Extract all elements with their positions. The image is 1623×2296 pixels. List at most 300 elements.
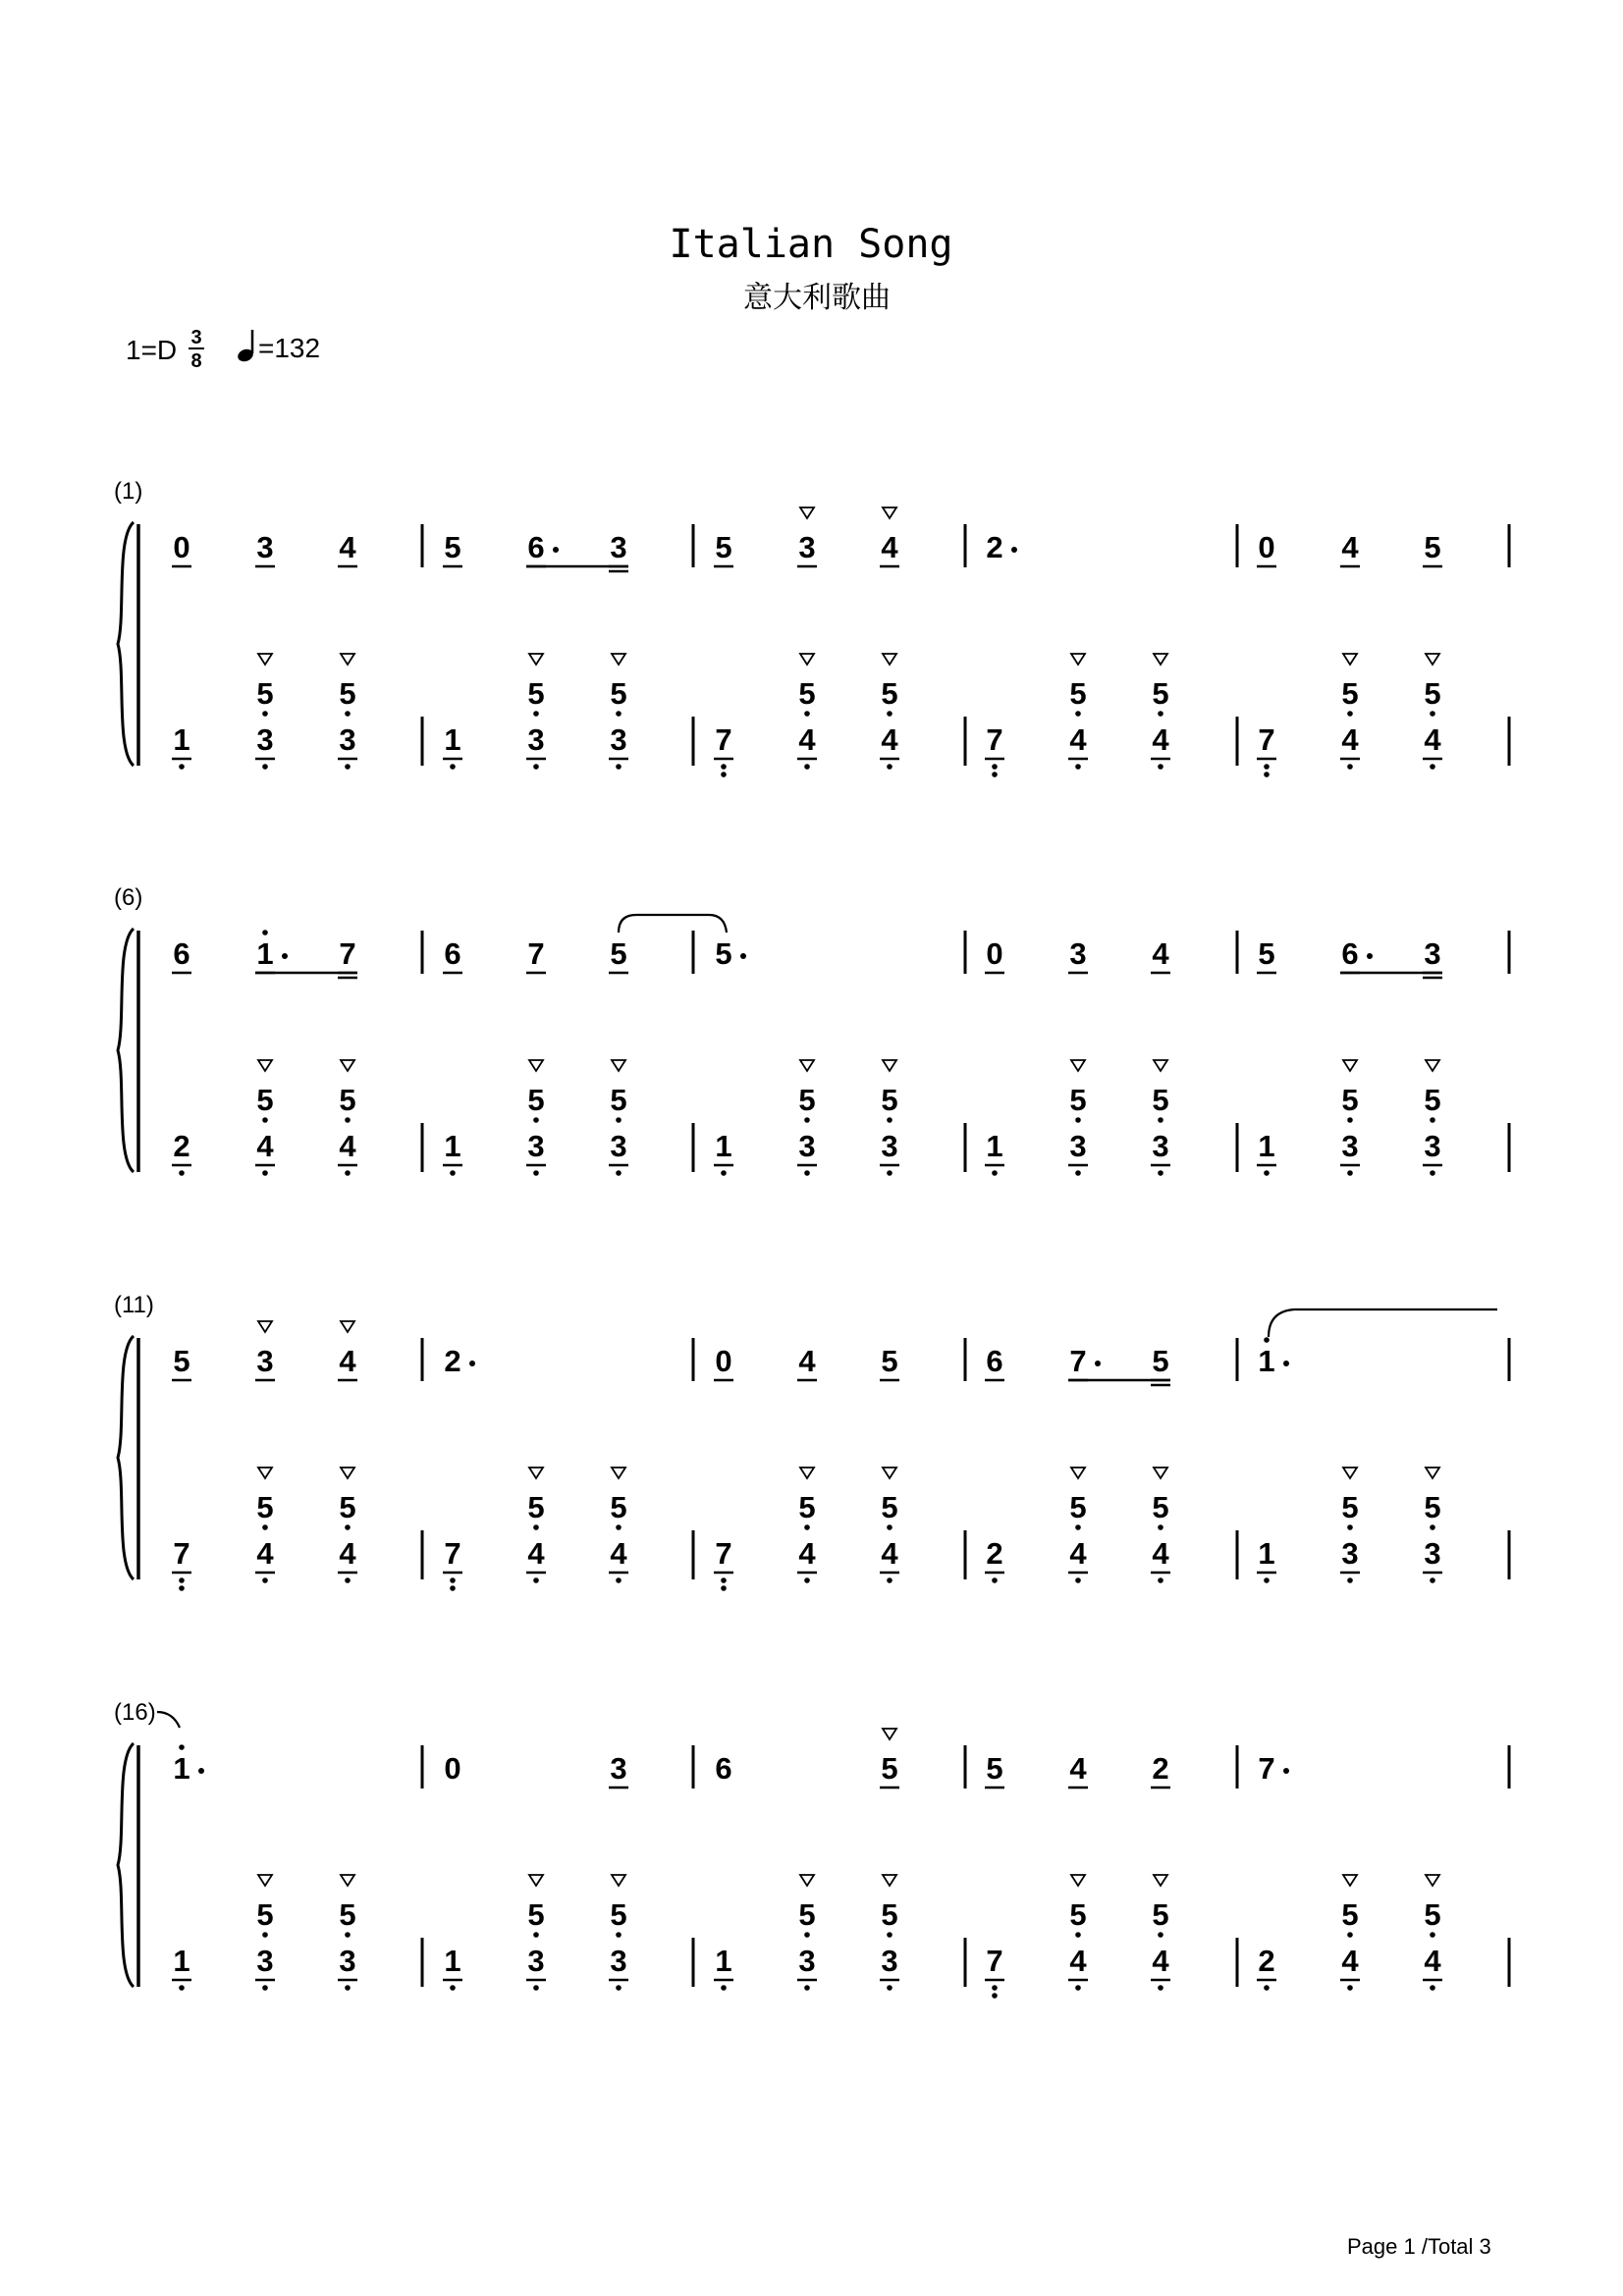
- note: [444, 1751, 460, 1786]
- note-digit: 5: [610, 936, 627, 971]
- note-digit: 4: [881, 530, 898, 564]
- chord-low-digit: 4: [1341, 1944, 1359, 1978]
- note-digit: 5: [173, 1344, 190, 1378]
- measure-number: (16): [114, 1699, 156, 1726]
- note-digit: 6: [986, 1344, 1003, 1378]
- note-digit: 0: [1258, 530, 1275, 564]
- chord-high-digit: 5: [527, 1490, 545, 1524]
- accent-mark: [1154, 1875, 1167, 1886]
- note: [1068, 1344, 1101, 1380]
- chord-low-digit: 3: [1424, 1536, 1441, 1571]
- note: [714, 1344, 733, 1380]
- note-digit: 6: [444, 936, 461, 971]
- chord-low-digit: 3: [610, 1129, 627, 1163]
- bass-note: [1068, 1875, 1088, 1991]
- bass-note: [1340, 654, 1360, 770]
- bass-note: [880, 1468, 899, 1583]
- measure-number: (1): [114, 478, 143, 505]
- bass-digit: 7: [715, 722, 732, 757]
- bass-note: [797, 1060, 817, 1176]
- chord-low-digit: 4: [881, 722, 898, 757]
- key-and-time: [126, 327, 204, 372]
- chord-low-digit: 4: [256, 1129, 274, 1163]
- systems: [114, 478, 1509, 1999]
- bass-digit: 1: [173, 1944, 190, 1978]
- bass-digit: 7: [173, 1536, 190, 1571]
- chord-high-digit: 5: [1341, 676, 1359, 711]
- accent-mark: [1426, 1060, 1439, 1071]
- chord-high-digit: 5: [798, 1897, 816, 1932]
- accent-mark: [883, 507, 896, 518]
- accent-mark: [529, 1060, 543, 1071]
- note-digit: 7: [339, 936, 356, 971]
- chord-high-digit: 5: [256, 1897, 274, 1932]
- note: [1257, 936, 1276, 973]
- chord-low-digit: 3: [256, 1944, 274, 1978]
- bass-note: [255, 1060, 275, 1176]
- bass-note: [985, 1129, 1004, 1176]
- chord-high-digit: 5: [527, 1897, 545, 1932]
- note-digit: 0: [986, 936, 1003, 971]
- accent-mark: [883, 654, 896, 665]
- chord-low-digit: 3: [610, 1944, 627, 1978]
- accent-mark: [800, 654, 814, 665]
- chord-low-digit: 3: [1152, 1129, 1169, 1163]
- bass-note: [338, 1060, 357, 1176]
- bass-note: [1340, 1468, 1360, 1583]
- note-digit: 7: [1069, 1344, 1087, 1378]
- accent-mark: [800, 1875, 814, 1886]
- chord-low-digit: 4: [1069, 1536, 1087, 1571]
- note: [1068, 936, 1088, 973]
- chord-low-digit: 3: [798, 1944, 816, 1978]
- note-digit: 3: [610, 530, 627, 564]
- note-digit: 1: [1258, 1344, 1275, 1378]
- bass-note: [338, 654, 357, 770]
- chord-low-digit: 4: [1152, 722, 1169, 757]
- accent-mark: [258, 1468, 272, 1478]
- chord-high-digit: 5: [339, 1083, 356, 1117]
- note: [338, 1321, 357, 1380]
- bass-note: [1423, 1060, 1442, 1176]
- chord-high-digit: 5: [1424, 1083, 1441, 1117]
- note: [1151, 936, 1170, 973]
- note-digit: 5: [881, 1751, 898, 1786]
- chord-high-digit: 5: [1341, 1490, 1359, 1524]
- chord-high-digit: 5: [881, 1490, 898, 1524]
- note-digit: 5: [1258, 936, 1275, 971]
- chord-low-digit: 3: [798, 1129, 816, 1163]
- chord-high-digit: 5: [339, 676, 356, 711]
- bass-digit: 2: [1258, 1944, 1275, 1978]
- chord-high-digit: 5: [339, 1490, 356, 1524]
- chord-high-digit: 5: [1152, 1083, 1169, 1117]
- note: [1340, 936, 1373, 973]
- chord-high-digit: 5: [1152, 1490, 1169, 1524]
- note-digit: 5: [1152, 1344, 1169, 1378]
- measure-number: (11): [114, 1292, 154, 1318]
- bass-note: [609, 1060, 628, 1176]
- note: [985, 936, 1004, 973]
- note-digit: 6: [715, 1751, 732, 1786]
- note-digit: 2: [1152, 1751, 1169, 1786]
- chord-high-digit: 5: [1069, 1490, 1087, 1524]
- bass-note: [714, 1129, 733, 1176]
- note: [715, 936, 746, 971]
- key-signature: 1=D: [126, 335, 178, 365]
- chord-low-digit: 3: [339, 1944, 356, 1978]
- note: [609, 530, 628, 571]
- chord-high-digit: 5: [881, 1083, 898, 1117]
- note: [526, 530, 559, 566]
- bass-note: [526, 1875, 546, 1991]
- system-brace: [118, 929, 134, 1172]
- chord-high-digit: 5: [610, 1083, 627, 1117]
- accent-mark: [258, 1321, 272, 1332]
- accent-mark: [800, 1060, 814, 1071]
- chord-high-digit: 5: [881, 676, 898, 711]
- chord-high-digit: 5: [1152, 676, 1169, 711]
- note-digit: 1: [173, 1751, 190, 1786]
- note: [255, 1321, 275, 1380]
- note: [1257, 530, 1276, 566]
- note: [338, 936, 357, 978]
- bass-note: [797, 1468, 817, 1583]
- bass-note: [172, 1129, 191, 1176]
- note: [797, 1344, 817, 1380]
- chord-high-digit: 5: [1069, 676, 1087, 711]
- note-digit: 2: [986, 530, 1003, 564]
- bass-digit: 1: [1258, 1536, 1275, 1571]
- chord-high-digit: 5: [798, 1490, 816, 1524]
- bass-note: [1257, 1536, 1276, 1583]
- bass-digit: 1: [715, 1944, 732, 1978]
- note-digit: 3: [1069, 936, 1087, 971]
- note: [1151, 1344, 1170, 1385]
- note: [526, 936, 546, 973]
- chord-low-digit: 3: [527, 1129, 545, 1163]
- chord-low-digit: 3: [1424, 1129, 1441, 1163]
- system-brace: [118, 1336, 134, 1579]
- bass-digit: 7: [1258, 722, 1275, 757]
- accent-mark: [800, 507, 814, 518]
- measure-number: (6): [114, 884, 143, 911]
- chord-high-digit: 5: [1424, 1490, 1441, 1524]
- bass-note: [526, 1060, 546, 1176]
- note: [1258, 1337, 1289, 1378]
- accent-mark: [258, 1875, 272, 1886]
- note: [444, 1344, 475, 1378]
- bass-note: [609, 1875, 628, 1991]
- chord-low-digit: 3: [881, 1944, 898, 1978]
- song-subtitle: 意大利歌曲: [743, 281, 891, 315]
- bass-digit: 2: [986, 1536, 1003, 1571]
- accent-mark: [1343, 1060, 1357, 1071]
- note-digit: 4: [1152, 936, 1169, 971]
- bass-note: [797, 1875, 817, 1991]
- accent-mark: [258, 1060, 272, 1071]
- system: [114, 884, 1509, 1176]
- chord-low-digit: 4: [798, 722, 816, 757]
- bass-digit: 7: [715, 1536, 732, 1571]
- accent-mark: [1343, 1875, 1357, 1886]
- note: [338, 530, 357, 566]
- bass-note: [338, 1875, 357, 1991]
- bass-note: [443, 722, 462, 770]
- accent-mark: [612, 1875, 625, 1886]
- bass-note: [1257, 722, 1276, 777]
- note-digit: 3: [256, 1344, 274, 1378]
- bass-note: [714, 1536, 733, 1591]
- bass-note: [526, 1468, 546, 1583]
- accent-mark: [1154, 1468, 1167, 1478]
- accent-mark: [883, 1468, 896, 1478]
- chord-low-digit: 3: [339, 722, 356, 757]
- bass-note: [985, 722, 1004, 777]
- accent-mark: [529, 654, 543, 665]
- chord-low-digit: 3: [527, 1944, 545, 1978]
- bass-note: [1340, 1060, 1360, 1176]
- note-digit: 5: [715, 936, 732, 971]
- note-digit: 4: [339, 1344, 356, 1378]
- bass-digit: 1: [444, 1129, 461, 1163]
- accent-mark: [258, 654, 272, 665]
- chord-low-digit: 4: [881, 1536, 898, 1571]
- note: [609, 936, 628, 973]
- bass-note: [338, 1468, 357, 1583]
- chord-high-digit: 5: [256, 1490, 274, 1524]
- bass-note: [880, 1060, 899, 1176]
- note: [255, 530, 275, 566]
- chord-high-digit: 5: [881, 1897, 898, 1932]
- note-digit: 5: [715, 530, 732, 564]
- note: [880, 507, 899, 566]
- accent-mark: [1343, 654, 1357, 665]
- bass-note: [1151, 1060, 1170, 1176]
- bass-note: [880, 654, 899, 770]
- accent-mark: [1071, 1875, 1085, 1886]
- bass-note: [880, 1875, 899, 1991]
- accent-mark: [1426, 1468, 1439, 1478]
- bass-digit: 1: [444, 722, 461, 757]
- chord-high-digit: 5: [798, 676, 816, 711]
- system: [114, 478, 1509, 777]
- note-digit: 3: [256, 530, 274, 564]
- bass-note: [172, 1536, 191, 1591]
- accent-mark: [612, 1060, 625, 1071]
- note: [1258, 1751, 1289, 1786]
- note: [173, 1744, 204, 1786]
- note: [1151, 1751, 1170, 1788]
- bass-digit: 1: [173, 722, 190, 757]
- bass-note: [255, 1468, 275, 1583]
- note: [1423, 936, 1442, 978]
- note-digit: 5: [986, 1751, 1003, 1786]
- bass-note: [985, 1944, 1004, 1999]
- chord-low-digit: 3: [881, 1129, 898, 1163]
- bass-note: [172, 722, 191, 770]
- chord-low-digit: 3: [610, 722, 627, 757]
- chord-high-digit: 5: [527, 676, 545, 711]
- chord-low-digit: 3: [256, 722, 274, 757]
- note: [880, 1729, 899, 1788]
- accent-mark: [341, 1875, 354, 1886]
- bass-note: [1257, 1129, 1276, 1176]
- bass-digit: 1: [715, 1129, 732, 1163]
- accent-mark: [529, 1468, 543, 1478]
- chord-high-digit: 5: [1424, 1897, 1441, 1932]
- bass-note: [1151, 1875, 1170, 1991]
- chord-low-digit: 4: [339, 1536, 356, 1571]
- note-digit: 7: [1258, 1751, 1275, 1786]
- accent-mark: [1154, 1060, 1167, 1071]
- bass-digit: 1: [1258, 1129, 1275, 1163]
- note: [443, 936, 462, 973]
- note: [172, 530, 191, 566]
- bass-note: [1068, 1060, 1088, 1176]
- chord-high-digit: 5: [1069, 1083, 1087, 1117]
- bass-note: [609, 1468, 628, 1583]
- page-indicator: Page 1 /Total 3: [1347, 2234, 1491, 2259]
- chord-low-digit: 3: [1341, 1129, 1359, 1163]
- accent-mark: [612, 1468, 625, 1478]
- chord-high-digit: 5: [798, 1083, 816, 1117]
- note: [1340, 530, 1360, 566]
- accent-mark: [883, 1729, 896, 1739]
- note: [1423, 530, 1442, 566]
- bass-digit: 7: [986, 1944, 1003, 1978]
- accent-mark: [883, 1875, 896, 1886]
- bass-note: [443, 1536, 462, 1591]
- time-signature-numerator: 3: [190, 327, 202, 348]
- note-digit: 5: [881, 1344, 898, 1378]
- accent-mark: [800, 1468, 814, 1478]
- chord-high-digit: 5: [1152, 1897, 1169, 1932]
- bass-note: [1151, 654, 1170, 770]
- bass-note: [797, 654, 817, 770]
- bass-note: [1151, 1468, 1170, 1583]
- bass-digit: 1: [444, 1944, 461, 1978]
- accent-mark: [883, 1060, 896, 1071]
- system-brace: [118, 522, 134, 766]
- slur-measure-8: [619, 915, 727, 933]
- accent-mark: [1426, 1875, 1439, 1886]
- note-digit: 4: [1341, 530, 1359, 564]
- bass-digit: 1: [986, 1129, 1003, 1163]
- tempo-value: =132: [258, 333, 321, 363]
- accent-mark: [341, 1060, 354, 1071]
- chord-high-digit: 5: [610, 1490, 627, 1524]
- note-digit: 3: [610, 1751, 627, 1786]
- note-digit: 4: [798, 1344, 816, 1378]
- chord-low-digit: 4: [1152, 1944, 1169, 1978]
- chord-high-digit: 5: [1424, 676, 1441, 711]
- note-digit: 0: [715, 1344, 732, 1378]
- chord-low-digit: 4: [339, 1129, 356, 1163]
- note: [714, 530, 733, 566]
- accent-mark: [1071, 1468, 1085, 1478]
- bass-digit: 2: [173, 1129, 190, 1163]
- note-digit: 4: [339, 530, 356, 564]
- note: [443, 530, 462, 566]
- bass-note: [443, 1129, 462, 1176]
- note: [797, 507, 817, 566]
- bass-note: [1257, 1944, 1276, 1991]
- note-digit: 6: [173, 936, 190, 971]
- note-digit: 6: [1341, 936, 1359, 971]
- accent-mark: [1426, 654, 1439, 665]
- note: [985, 1344, 1004, 1380]
- bass-note: [443, 1944, 462, 1991]
- bass-note: [1068, 1468, 1088, 1583]
- slur-measure-16: [157, 1712, 180, 1728]
- bass-note: [255, 1875, 275, 1991]
- bass-note: [1340, 1875, 1360, 1991]
- chord-high-digit: 5: [527, 1083, 545, 1117]
- bass-note: [172, 1944, 191, 1991]
- bass-note: [714, 722, 733, 777]
- accent-mark: [341, 654, 354, 665]
- chord-low-digit: 4: [256, 1536, 274, 1571]
- note: [255, 930, 288, 973]
- chord-low-digit: 4: [1341, 722, 1359, 757]
- chord-low-digit: 4: [610, 1536, 627, 1571]
- chord-high-digit: 5: [339, 1897, 356, 1932]
- chord-low-digit: 4: [1069, 722, 1087, 757]
- chord-high-digit: 5: [256, 676, 274, 711]
- chord-low-digit: 4: [527, 1536, 545, 1571]
- accent-mark: [1154, 654, 1167, 665]
- system-brace: [118, 1743, 134, 1987]
- note-digit: 3: [798, 530, 816, 564]
- slur-measure-15: [1269, 1309, 1497, 1337]
- bass-digit: 7: [444, 1536, 461, 1571]
- time-signature-denominator: 8: [190, 350, 202, 372]
- note: [172, 1344, 191, 1380]
- note-digit: 5: [444, 530, 461, 564]
- note-digit: 3: [1424, 936, 1441, 971]
- system: [114, 1699, 1509, 1999]
- note: [1068, 1751, 1088, 1788]
- chord-high-digit: 5: [610, 1897, 627, 1932]
- chord-high-digit: 5: [610, 676, 627, 711]
- bass-note: [1068, 654, 1088, 770]
- tempo-marking: [236, 330, 320, 363]
- chord-low-digit: 3: [527, 722, 545, 757]
- bass-note: [255, 654, 275, 770]
- note: [172, 936, 191, 973]
- note: [880, 1344, 899, 1380]
- quarter-note-icon: [236, 330, 254, 363]
- note-digit: 4: [1069, 1751, 1087, 1786]
- bass-note: [609, 654, 628, 770]
- chord-low-digit: 3: [1341, 1536, 1359, 1571]
- accent-mark: [341, 1321, 354, 1332]
- note-digit: 1: [256, 936, 274, 971]
- system: [114, 1292, 1509, 1591]
- accent-mark: [612, 654, 625, 665]
- note-digit: 6: [527, 530, 545, 564]
- bass-digit: 7: [986, 722, 1003, 757]
- note: [609, 1751, 628, 1788]
- chord-high-digit: 5: [1069, 1897, 1087, 1932]
- bass-note: [985, 1536, 1004, 1583]
- note: [986, 530, 1017, 564]
- accent-mark: [1071, 1060, 1085, 1071]
- chord-high-digit: 5: [1341, 1083, 1359, 1117]
- accent-mark: [341, 1468, 354, 1478]
- bass-note: [1423, 654, 1442, 770]
